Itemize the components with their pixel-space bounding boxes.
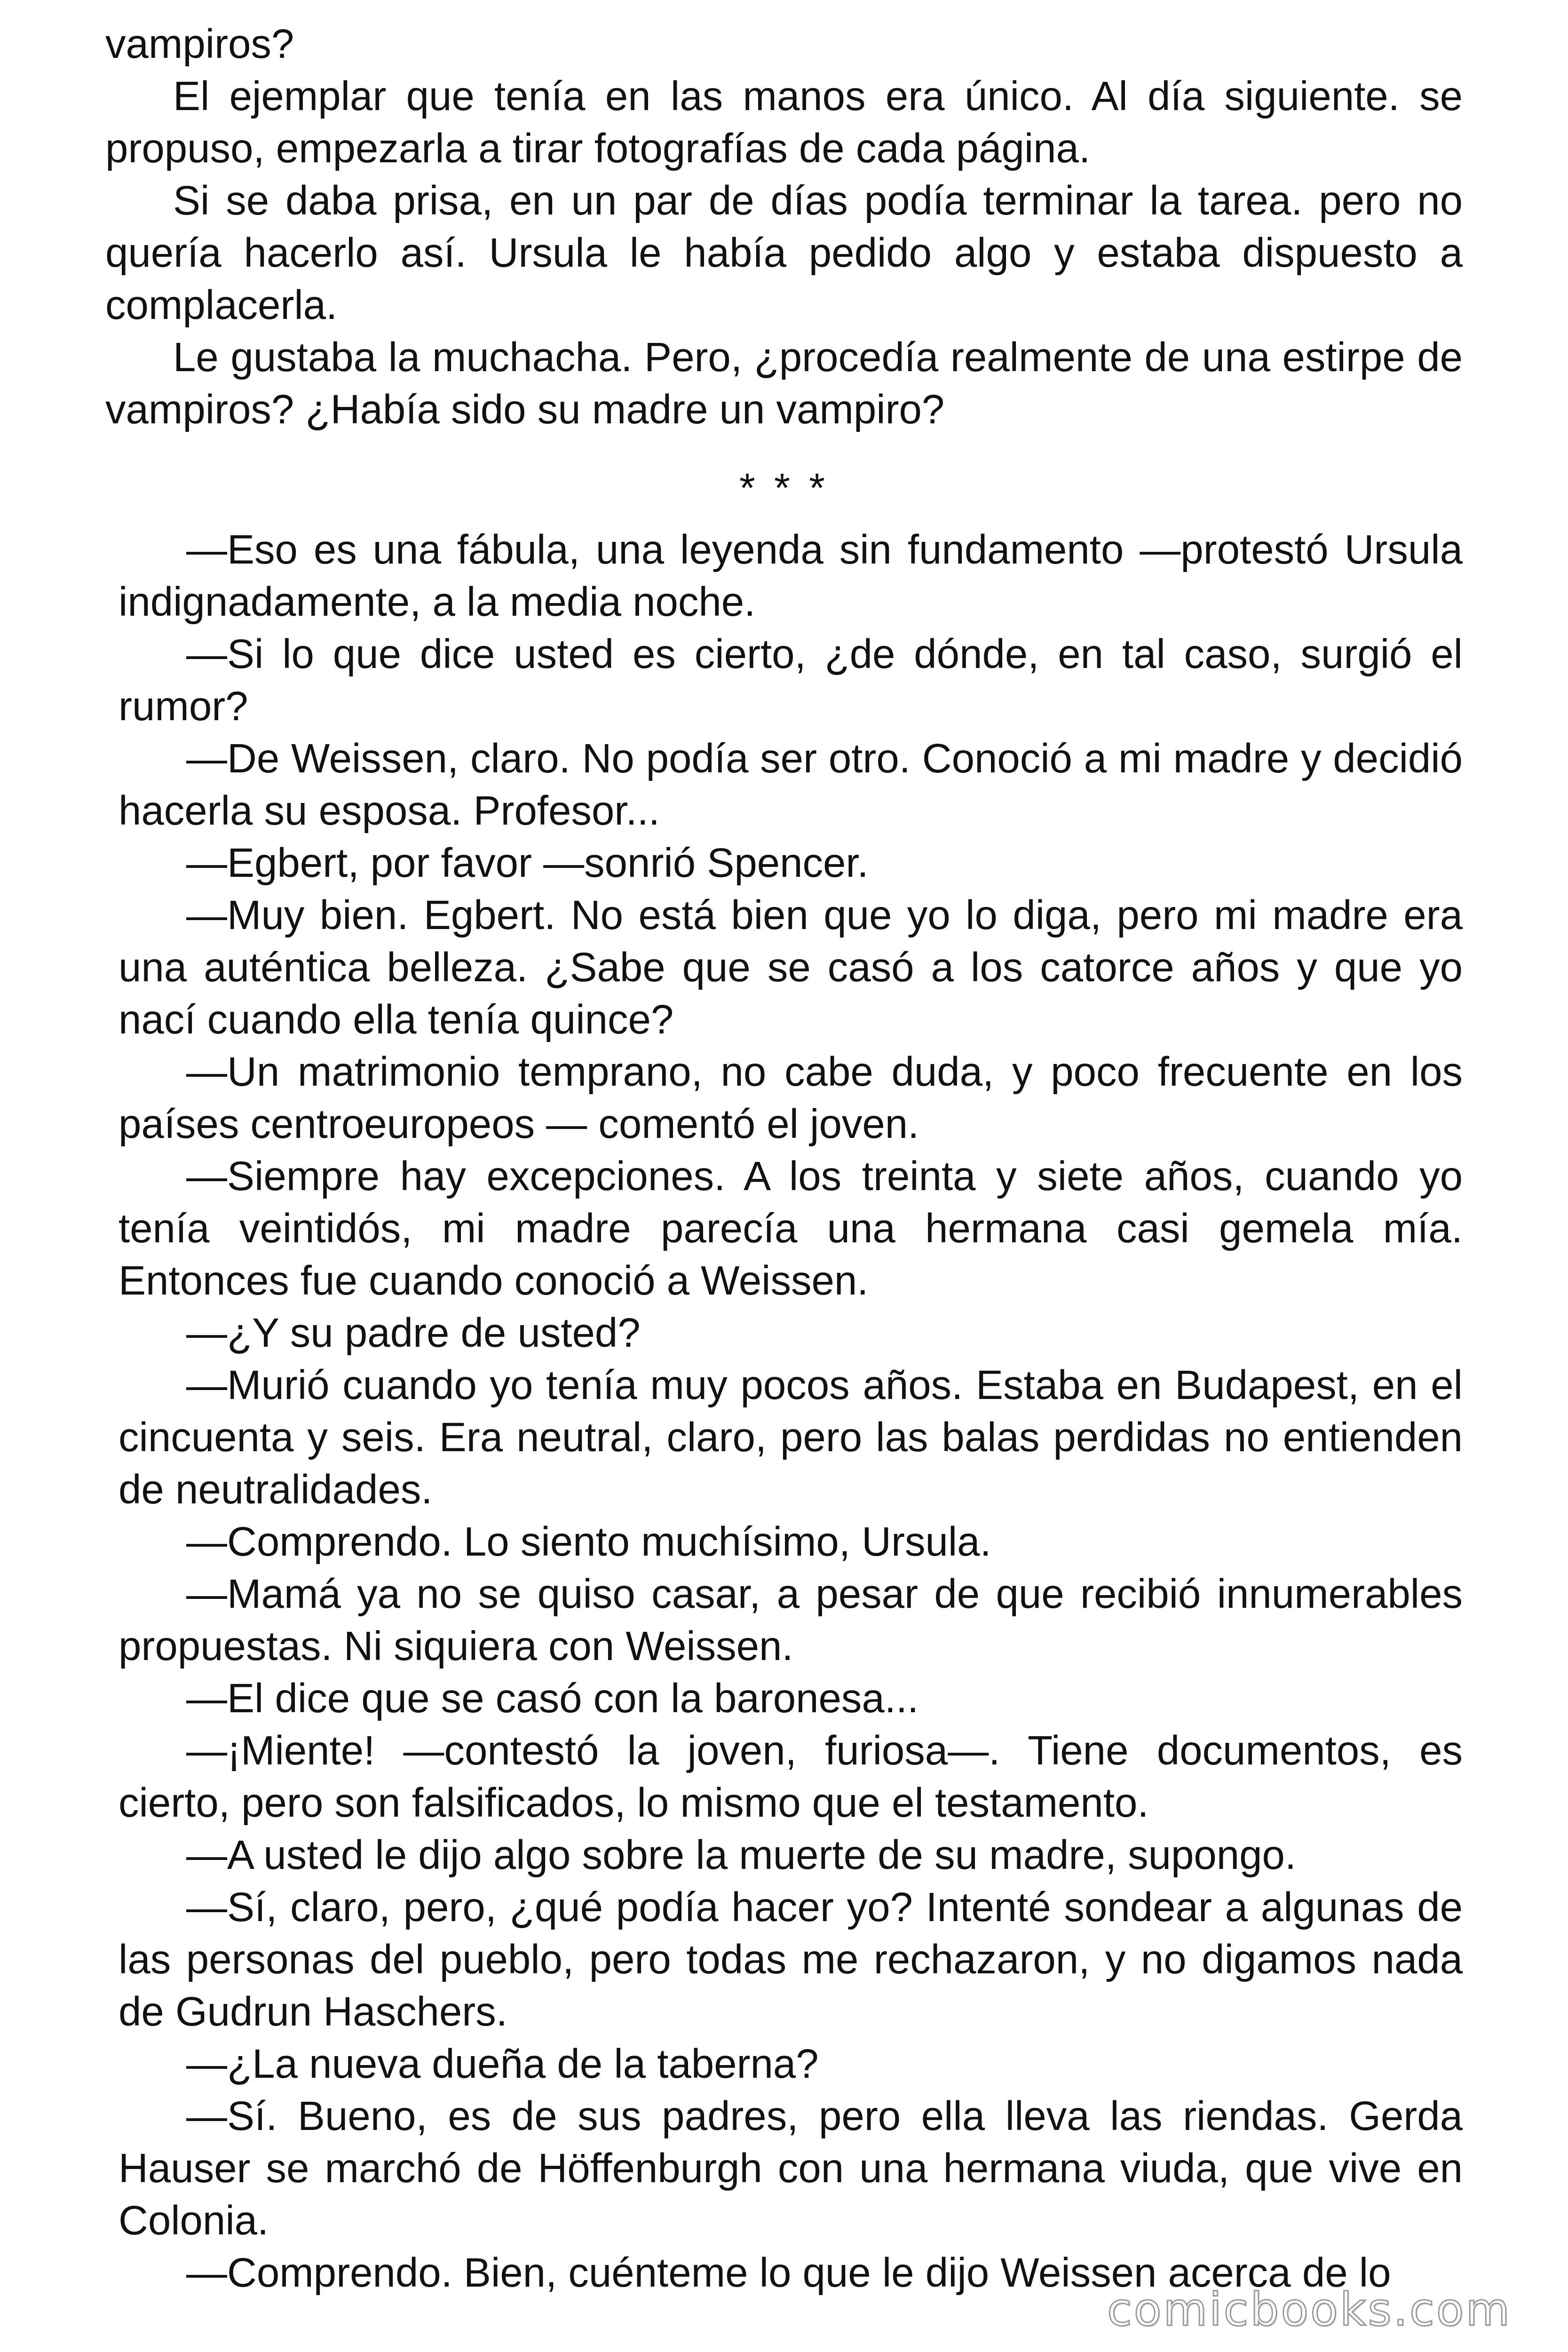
dialogue-paragraph: —Un matrimonio temprano, no cabe duda, y poco frecuente en los países centroeuropeos — comentó el joven. (119, 1049, 1463, 1147)
dialogue-paragraph: —A usted le dijo algo sobre la muerte de su madre, supongo. (186, 1832, 1297, 1878)
book-page (105, 18, 1463, 2299)
dialogue-paragraph: —Murió cuando yo tenía muy pocos años. Estaba en Budapest, en el cincuenta y seis. Era neutral, claro, pero las balas perdidas no entienden de neutralidades. (119, 1362, 1463, 1512)
paragraph: El ejemplar que tenía en las manos era único. Al día siguiente. se propuso, empezarla a tirar fotografías de cada página. (105, 73, 1463, 171)
section-break: * * * (739, 465, 829, 511)
dialogue-paragraph: —¡Miente! —contestó la joven, furiosa—. Tiene documentos, es cierto, pero son falsificados, lo mismo que el testamento. (119, 1728, 1463, 1826)
dialogue-paragraph: —¿La nueva dueña de la taberna? (186, 2041, 819, 2087)
dialogue-paragraph: —Siempre hay excepciones. A los treinta y siete años, cuando yo tenía veintidós, mi madre parecía una hermana casi gemela mía. Entonces fue cuando conoció a Weissen. (119, 1153, 1463, 1303)
dialogue-paragraph: —Mamá ya no se quiso casar, a pesar de que recibió innumerables propuestas. Ni siquiera con Weissen. (119, 1571, 1463, 1669)
dialogue-paragraph: —El dice que se casó con la baronesa... (186, 1676, 919, 1721)
dialogue-paragraph: —¿Y su padre de usted? (186, 1310, 641, 1356)
dialogue-paragraph: —Si lo que dice usted es cierto, ¿de dónde, en tal caso, surgió el rumor? (119, 631, 1463, 729)
paragraph: vampiros? (105, 21, 294, 67)
dialogue-block (105, 524, 1463, 2299)
dialogue-paragraph: —De Weissen, claro. No podía ser otro. Conoció a mi madre y decidió hacerla su esposa. Profesor... (119, 736, 1463, 834)
dialogue-paragraph: —Sí. Bueno, es de sus padres, pero ella lleva las riendas. Gerda Hauser se marchó de Höffenburgh con una hermana viuda, que vive en Colonia. (119, 2093, 1463, 2243)
dialogue-paragraph: —Sí, claro, pero, ¿qué podía hacer yo? Intenté sondear a algunas de las personas del pueblo, pero todas me rechazaron, y no digamos nada de Gudrun Haschers. (119, 1884, 1463, 2034)
dialogue-paragraph: —Comprendo. Lo siento muchísimo, Ursula. (186, 1519, 991, 1565)
dialogue-paragraph: —Comprendo. Bien, cuénteme lo que le dijo Weissen acerca de lo (186, 2250, 1391, 2296)
dialogue-paragraph: —Eso es una fábula, una leyenda sin fundamento —protestó Ursula indignadamente, a la media noche. (119, 527, 1463, 625)
watermark-logo: comicbooks.com (1107, 2283, 1512, 2336)
dialogue-paragraph: —Egbert, por favor —sonrió Spencer. (186, 840, 869, 886)
paragraph: Le gustaba la muchacha. Pero, ¿procedía realmente de una estirpe de vampiros? ¿Había sido su madre un vampiro? (105, 334, 1463, 432)
dialogue-paragraph: —Muy bien. Egbert. No está bien que yo lo diga, pero mi madre era una auténtica belleza. ¿Sabe que se casó a los catorce años y que yo nací cuando ella tenía quince? (119, 892, 1463, 1042)
paragraph: Si se daba prisa, en un par de días podía terminar la tarea. pero no quería hacerlo así. Ursula le había pedido algo y estaba dispuesto a complacerla. (105, 178, 1463, 328)
